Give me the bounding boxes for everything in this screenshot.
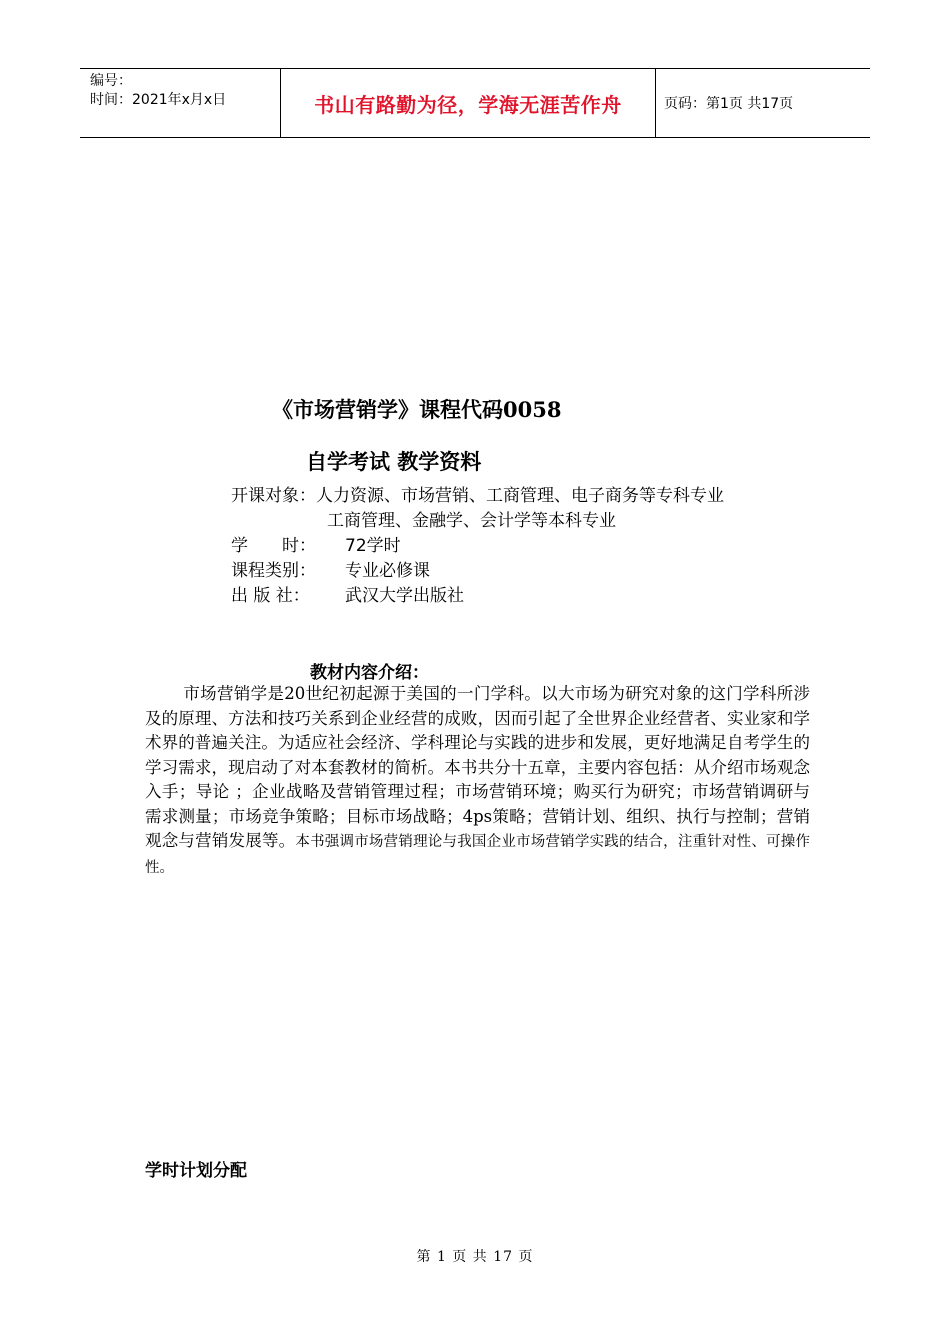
header-meta <box>80 69 281 137</box>
number-label: 编号： <box>90 73 132 89</box>
intro-main-text: 市场营销学是20世纪初起源于美国的一门学科。以大市场为研究对象的这门学科所涉及的原理、方法和技巧关系到企业经营的成败，因而引起了全世界企业经营者、实业家和学术界的普遍关注。为适应社会经济、学科理论与实践的进步和发展，更好地满足自考学生的学习需求，现启动了对本套教材的简析。本书共分十五章，主要内容包括：从介绍市场观念入手；导论 ；企业战略及营销管理过程；市场营销环境；购买行为研究；市场营销调研与需求测量；市场竞争策略；目标市场战略；4ps策略；营销计划、组织、执行与控制；营销观念与营销发展等。 <box>145 684 810 850</box>
category-value: 专业必修课 <box>345 561 430 581</box>
page-header <box>80 68 870 138</box>
audience-label: 开课对象： <box>231 486 316 506</box>
audience-line1: 人力资源、市场营销、工商管理、电子商务等专科专业 <box>316 486 724 506</box>
intro-paragraph <box>145 682 810 880</box>
category-row <box>231 559 430 583</box>
intro-tail-text: 本书强调市场营销理论与我国企业市场营销学实践的结合，注重针对性、可操作性。 <box>145 834 811 876</box>
page-footer: 第 1 页 共 17 页 <box>416 1249 534 1265</box>
hours-row <box>231 534 401 558</box>
document-title: 《市场营销学》课程代码0058 <box>272 397 562 422</box>
header-motto: 书山有路勤为径，学海无涯苦作舟 <box>281 69 656 137</box>
audience-row <box>231 484 724 508</box>
audience-row-2 <box>327 509 616 533</box>
publisher-label: 出 版 社： <box>231 586 310 606</box>
category-label: 课程类别： <box>231 561 316 581</box>
audience-line2: 工商管理、金融学、会计学等本科专业 <box>327 511 616 531</box>
time-label: 时间：2021年x月x日 <box>90 92 227 108</box>
publisher-row <box>231 584 464 608</box>
header-page-info: 页码：第1页 共17页 <box>664 96 794 112</box>
hours-label: 学 时： <box>231 536 316 556</box>
hours-plan-heading: 学时计划分配 <box>145 1161 247 1181</box>
intro-heading: 教材内容介绍： <box>310 663 429 683</box>
hours-value: 72学时 <box>345 536 401 556</box>
document-subtitle: 自学考试 教学资料 <box>306 449 482 474</box>
publisher-value: 武汉大学出版社 <box>345 586 464 606</box>
